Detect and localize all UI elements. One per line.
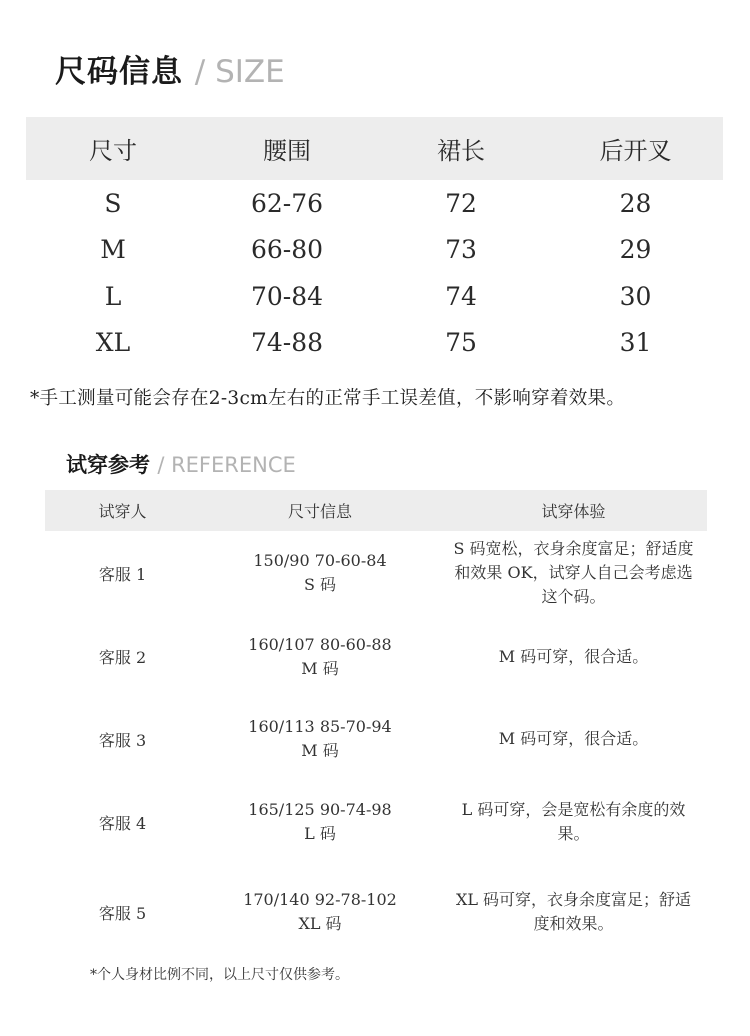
reference-info-size: S 码 — [303, 575, 337, 594]
size-header-size: 尺寸 — [89, 137, 137, 165]
reference-header-info: 尺寸信息 — [287, 502, 352, 521]
size-row-m — [26, 227, 723, 274]
size-cell: 72 — [445, 188, 477, 218]
reference-experience: S 码宽松，衣身余度富足；舒适度和效果 OK，试穿人自己会考虑选这个码。 — [453, 539, 694, 606]
reference-table — [45, 490, 707, 960]
size-cell: M — [100, 235, 126, 265]
size-cell: 31 — [619, 328, 652, 358]
size-row-xl — [26, 320, 723, 367]
size-table-header — [26, 117, 723, 180]
size-cell: L — [104, 281, 122, 311]
reference-info-measure: 160/107 80-60-88 — [248, 634, 392, 654]
reference-info — [200, 549, 440, 597]
reference-info-size: M 码 — [301, 658, 339, 678]
reference-info-measure: 150/90 70-60-84 — [253, 551, 387, 570]
reference-person: 客服 3 — [98, 730, 147, 750]
size-cell: XL — [95, 328, 131, 358]
size-header-slit: 后开叉 — [599, 137, 672, 165]
size-header-waist: 腰围 — [263, 137, 311, 165]
reference-experience: M 码可穿，很合适。 — [498, 646, 649, 666]
size-cell: 28 — [619, 188, 652, 218]
reference-title-cn: 试穿参考 — [66, 453, 150, 477]
reference-experience: L 码可穿，会是宽松有余度的效果。 — [461, 800, 686, 843]
reference-info — [200, 715, 440, 763]
size-cell: 75 — [445, 328, 477, 358]
size-title-cn: 尺码信息 — [55, 54, 183, 90]
size-cell: 30 — [619, 281, 652, 311]
reference-info-measure: 160/113 85-70-94 — [248, 717, 392, 736]
reference-info-size: M 码 — [301, 741, 339, 760]
size-cell: 66-80 — [250, 235, 324, 265]
size-cell: 62-76 — [250, 188, 324, 218]
reference-info-size: XL 码 — [298, 914, 342, 933]
size-row-s — [26, 180, 723, 227]
size-cell: 73 — [445, 235, 477, 265]
reference-experience: M 码可穿，很合适。 — [498, 729, 649, 748]
size-cell: 29 — [619, 235, 652, 265]
reference-row — [45, 531, 707, 615]
reference-row — [45, 864, 707, 960]
size-header-length: 裙长 — [437, 137, 485, 165]
size-note: *手工测量可能会存在2-3cm左右的正常手工误差值，不影响穿着效果。 — [30, 388, 626, 409]
reference-info-size: L 码 — [304, 824, 336, 843]
reference-person: 客服 1 — [98, 564, 147, 584]
size-table — [26, 117, 723, 366]
size-title — [55, 46, 285, 91]
size-cell: S — [104, 188, 122, 218]
reference-info — [200, 633, 440, 681]
reference-row — [45, 698, 707, 780]
reference-header-experience: 试穿体验 — [541, 502, 606, 521]
reference-title-en: / REFERENCE — [157, 453, 296, 477]
reference-table-header — [45, 490, 707, 531]
reference-info-measure: 170/140 92-78-102 — [243, 890, 397, 909]
size-cell: 74 — [445, 281, 477, 311]
size-title-en: / SIZE — [194, 54, 285, 90]
reference-info — [200, 888, 440, 936]
size-cell: 74-88 — [250, 328, 324, 358]
reference-header-person: 试穿人 — [98, 502, 147, 521]
reference-row — [45, 615, 707, 698]
reference-person: 客服 4 — [98, 813, 147, 833]
size-row-l — [26, 273, 723, 320]
reference-note: *个人身材比例不同，以上尺寸仅供参考。 — [90, 967, 349, 983]
reference-info — [200, 798, 440, 846]
reference-experience: XL 码可穿，衣身余度富足；舒适度和效果。 — [455, 890, 692, 933]
size-cell: 70-84 — [250, 281, 324, 311]
reference-row — [45, 780, 707, 864]
reference-person: 客服 2 — [98, 648, 147, 667]
reference-person: 客服 5 — [98, 903, 147, 923]
reference-info-measure: 165/125 90-74-98 — [248, 800, 392, 819]
reference-title — [66, 449, 296, 479]
